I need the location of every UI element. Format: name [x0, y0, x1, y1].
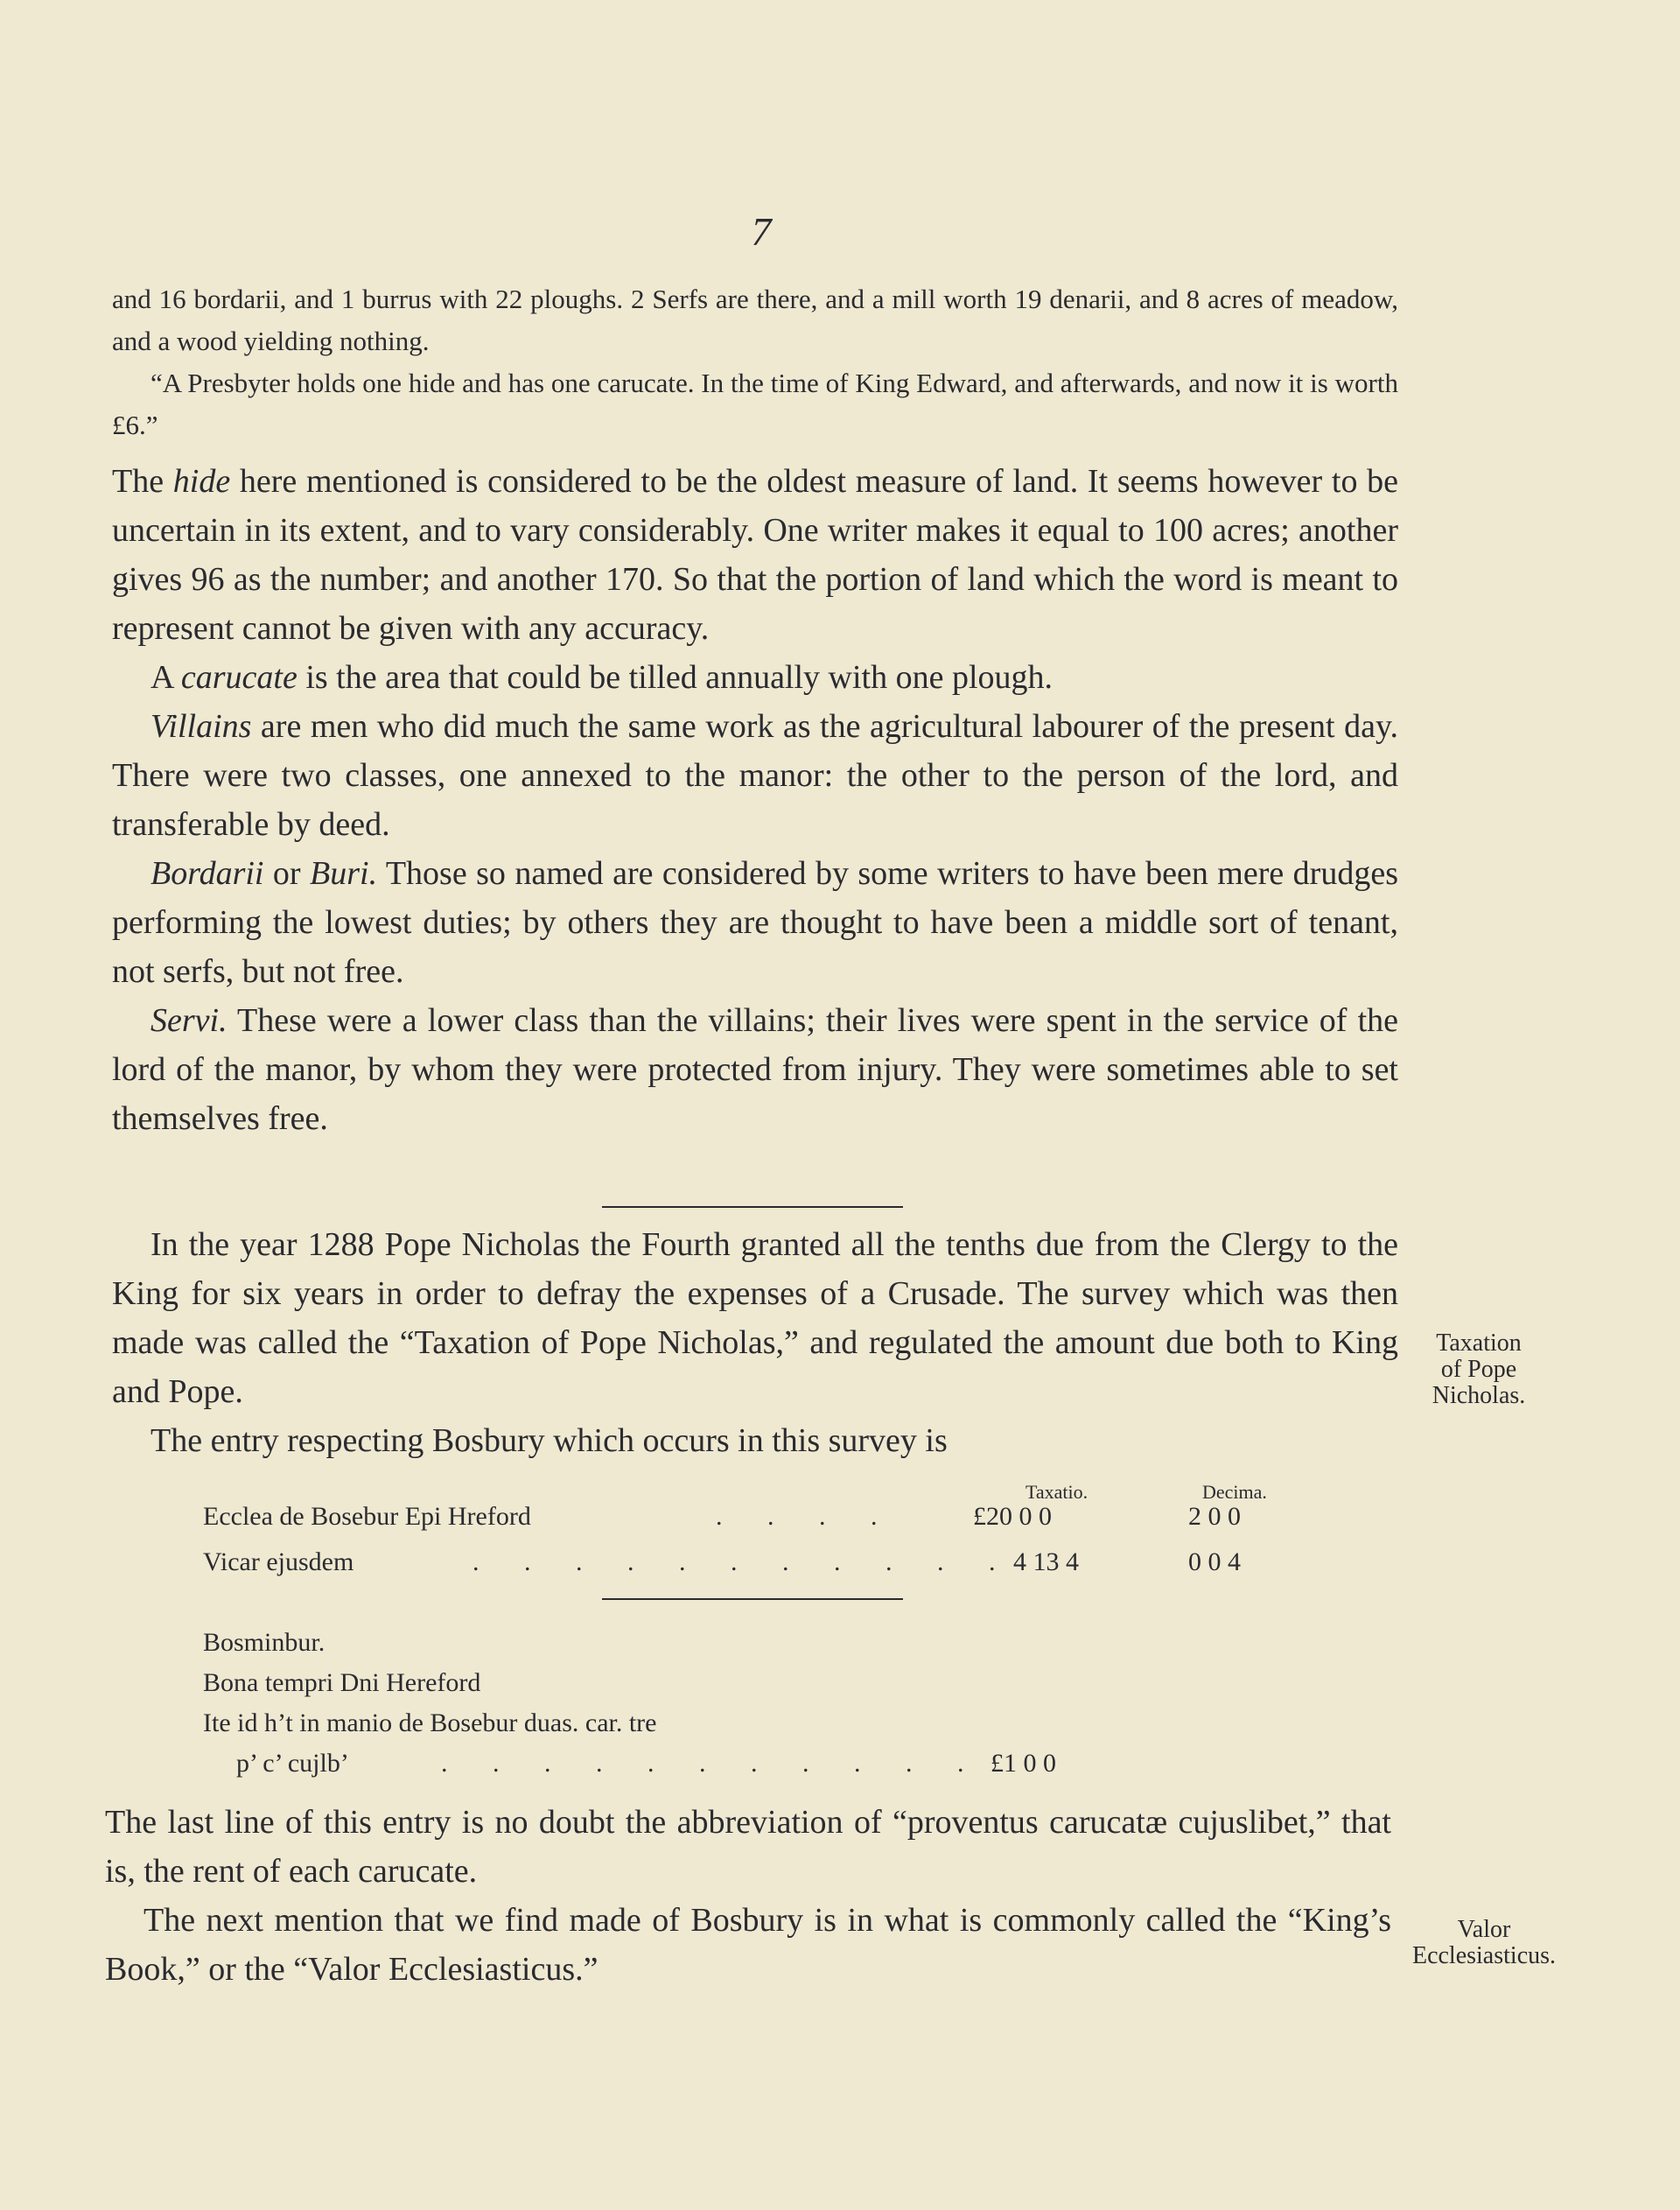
entry-line: Bona tempri Dni Hereford [203, 1668, 481, 1697]
entry-line: Ite id h’t in manio de Bosebur duas. car. tre [203, 1708, 657, 1737]
final-paragraph: The last line of this entry is no doubt the abbreviation of “proventus carucatæ cujuslibet,” that is, the rent of each carucate. [105, 1804, 1391, 1890]
quote-paragraph: and 16 bordarii, and 1 burrus with 22 ploughs. 2 Serfs are there, and a mill worth 19 denarii, and 8 acres of meadow, and a wood yielding nothing. [112, 284, 1398, 356]
definition-paragraph: The hide here mentioned is considered to be the oldest measure of land. It seems however to be uncertain in its extent, and to vary considerably. One writer makes it equal to 100 acres; another gives 96 as the number; and another 170. So that the portion of land which the word is meant to represent cannot be given with any accuracy. [112, 463, 1398, 647]
margin-note-taxation: Taxation of Pope Nicholas. [1432, 1330, 1526, 1409]
quote-paragraph: “A Presbyter holds one hide and has one carucate. In the time of King Edward, and afterwards, and now it is worth £6.” [112, 368, 1398, 440]
header-decima: Decima. [1202, 1481, 1267, 1503]
entry-line: Bosminbur. [203, 1628, 326, 1657]
table-row-label: Ecclea de Bosebur Epi Hreford [203, 1502, 531, 1531]
definition-paragraph: Bordarii or Buri. Those so named are considered by some writers to have been mere drudges performing the lowest duties; by others they are thought to have been a middle sort of tenant, not serfs, but not free. [112, 855, 1398, 990]
final-section [105, 1798, 1391, 1994]
domesday-quote [112, 278, 1398, 446]
table-row-taxatio: £20 0 0 [973, 1502, 1052, 1531]
section-divider [602, 1206, 903, 1208]
entry-line: p’ c’ cujlb’ [236, 1749, 349, 1778]
final-paragraph: The next mention that we find made of Bosbury is in what is commonly called the “King’s Book,” or the “Valor Ecclesiasticus.” [105, 1902, 1391, 1988]
entry-value: £1 0 0 [990, 1749, 1056, 1778]
definitions-section [112, 457, 1398, 1143]
page-number: 7 [751, 209, 772, 254]
leader-dots: . . . . . . . . . . . [441, 1749, 984, 1778]
table-row-label: Vicar ejusdem [203, 1547, 354, 1576]
definition-paragraph: Servi. These were a lower class than the villains; their lives were spent in the service of the lord of the manor, by whom they were protected from injury. They were sometimes able to set themselves free. [112, 1002, 1398, 1137]
taxation-section [112, 1220, 1398, 1465]
table-row-decima: 0 0 4 [1188, 1547, 1241, 1576]
table-row-taxatio: 4 13 4 [1013, 1547, 1079, 1576]
definition-paragraph: A carucate is the area that could be tilled annually with one plough. [150, 659, 1054, 696]
definition-paragraph: Villains are men who did much the same work as the agricultural labourer of the present day. There were two classes, one annexed to the manor: the other to the person of the lord, and transferable by deed. [112, 708, 1398, 843]
margin-note-valor: Valor Ecclesiasticus. [1411, 1916, 1557, 1969]
header-taxatio: Taxatio. [1026, 1481, 1088, 1503]
table-row-decima: 2 0 0 [1188, 1502, 1241, 1531]
taxation-paragraph: In the year 1288 Pope Nicholas the Fourth granted all the tenths due from the Clergy to the King for six years in order to defray the expenses of a Crusade. The survey which was then made was called the “Taxation of Pope Nicholas,” and regulated the amount due both to King and Pope. [112, 1226, 1398, 1410]
section-divider [602, 1598, 903, 1600]
taxation-paragraph: The entry respecting Bosbury which occurs in this survey is [150, 1422, 948, 1459]
leader-dots: . . . . [716, 1502, 897, 1531]
leader-dots: . . . . . . . . . . . [472, 1547, 1015, 1576]
